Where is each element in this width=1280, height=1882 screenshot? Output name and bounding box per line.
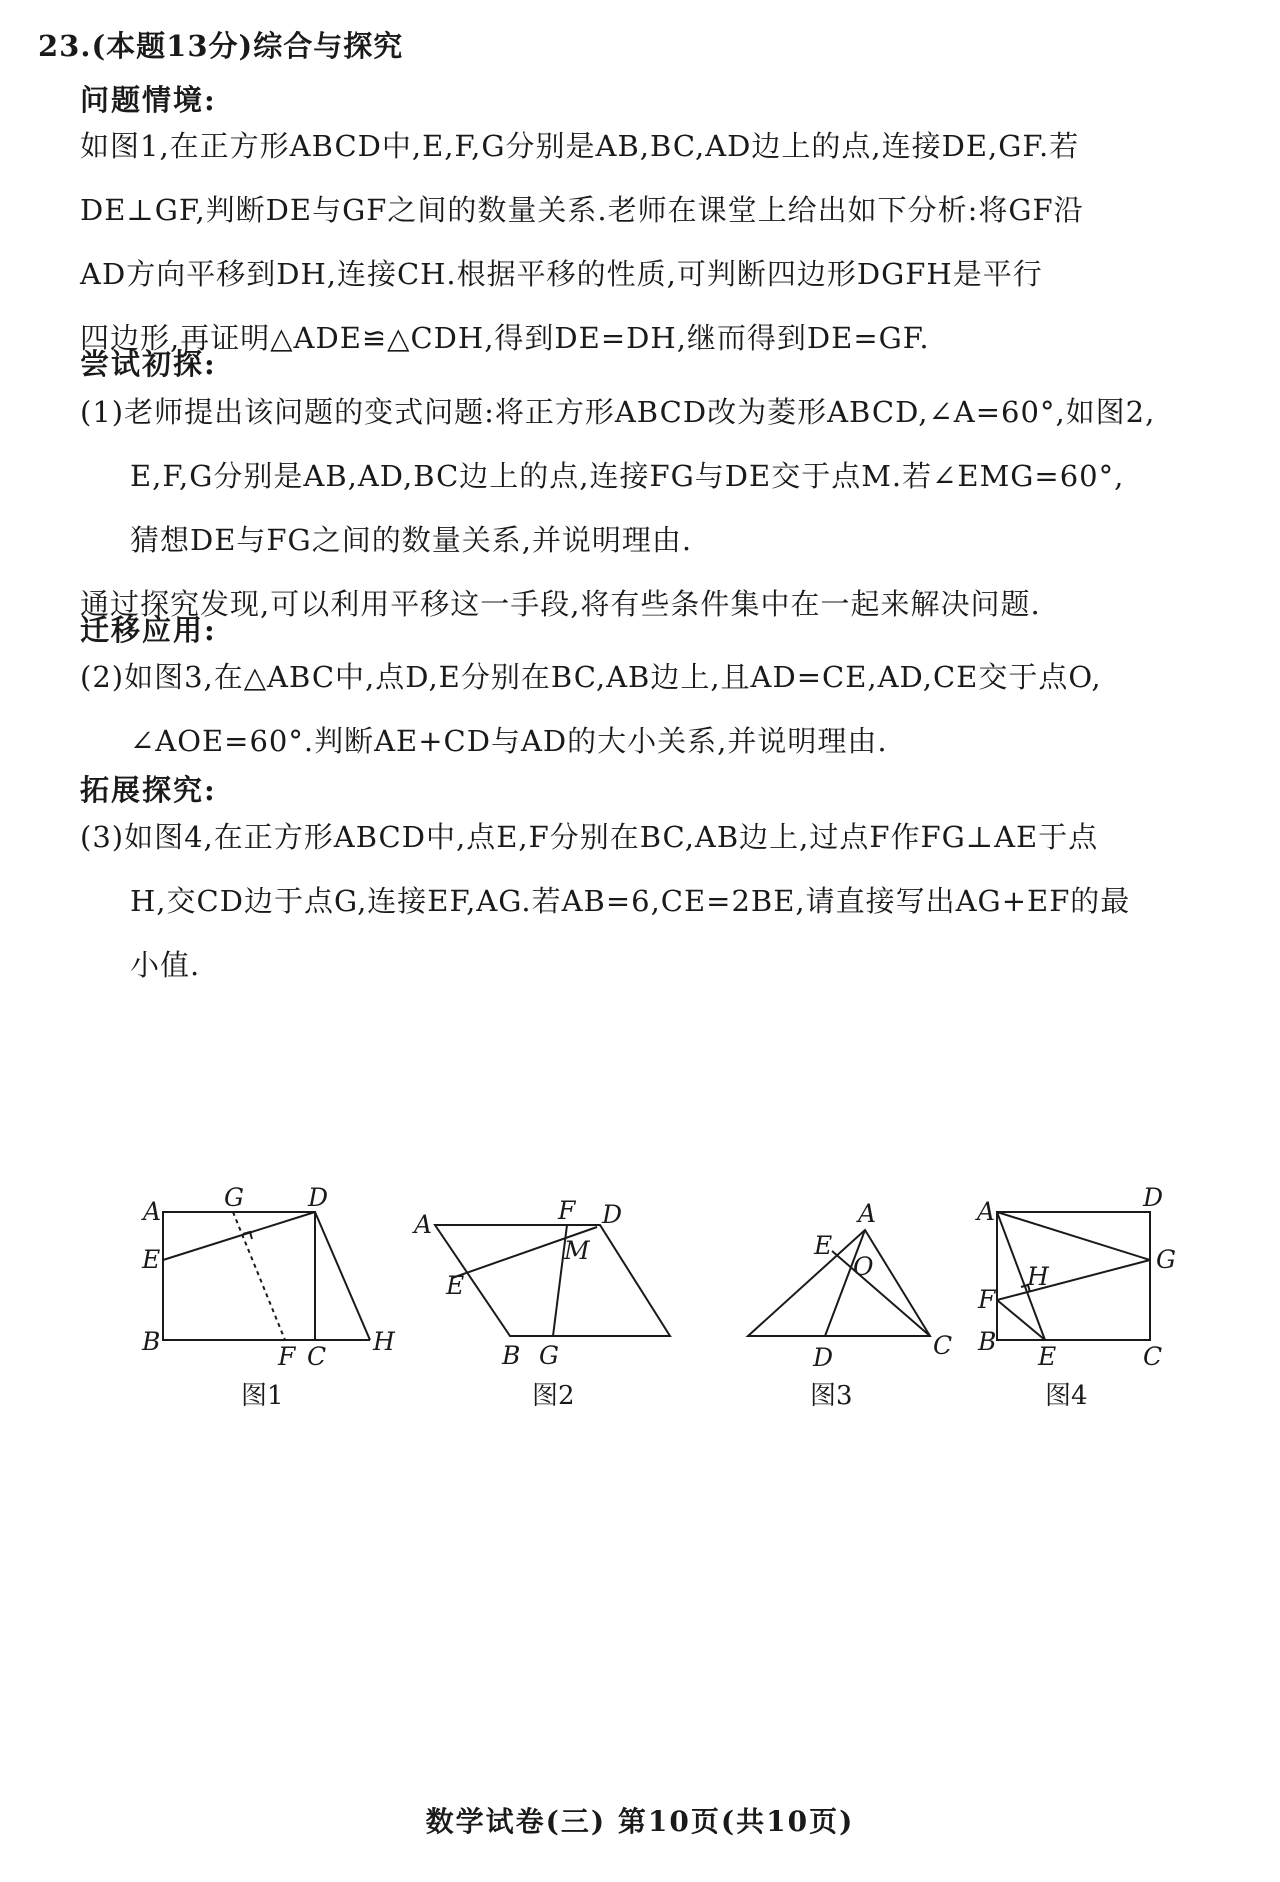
fig2-label-f: F	[558, 1196, 576, 1225]
fig2-label-g: G	[539, 1341, 559, 1370]
trial-line: 猜想DE与FG之间的数量关系,并说明理由.	[130, 523, 693, 557]
trial-line: (1)老师提出该问题的变式问题:将正方形ABCD改为菱形ABCD,∠A=60°,如图2,	[80, 395, 1156, 429]
figure-4	[997, 1212, 1150, 1340]
fig1-square	[163, 1212, 315, 1340]
fig4-label-a: A	[977, 1197, 996, 1226]
fig1-segment-gf-dashed	[233, 1212, 285, 1340]
trial-line: E,F,G分别是AB,AD,BC边上的点,连接FG与DE交于点M.若∠EMG=60°,	[130, 459, 1125, 493]
fig4-segment-ag	[997, 1212, 1150, 1260]
fig1-right-angle-mark	[243, 1232, 252, 1239]
fig4-label-d: D	[1143, 1183, 1164, 1212]
section-heading-transfer: 迁移应用:	[80, 613, 217, 647]
figures-row	[0, 1150, 1280, 1450]
fig3-segment-ce	[832, 1251, 930, 1336]
section-heading-context: 问题情境:	[80, 83, 217, 117]
extension-line: H,交CD边于点G,连接EF,AG.若AB=6,CE=2BE,请直接写出AG+EF的最	[130, 884, 1131, 918]
context-line: AD方向平移到DH,连接CH.根据平移的性质,可判断四边形DGFH是平行	[80, 257, 1043, 291]
figures-svg	[0, 1150, 1280, 1450]
transfer-line: ∠AOE=60°.判断AE+CD与AD的大小关系,并说明理由.	[130, 724, 888, 758]
fig1-label-c: C	[307, 1342, 327, 1371]
fig2-label-a: A	[414, 1210, 433, 1239]
context-line: DE⊥GF,判断DE与GF之间的数量关系.老师在课堂上给出如下分析:将GF沿	[80, 193, 1084, 227]
fig1-caption: 图1	[241, 1381, 284, 1411]
fig3-triangle	[748, 1230, 930, 1336]
fig3-caption: 图3	[810, 1381, 853, 1411]
fig1-label-g: G	[224, 1183, 244, 1212]
section-heading-trial: 尝试初探:	[80, 347, 217, 381]
fig1-segment-dh	[315, 1212, 370, 1340]
figure-1	[163, 1212, 370, 1340]
trial-summary: 通过探究发现,可以利用平移这一手段,将有些条件集中在一起来解决问题.	[80, 587, 1041, 621]
fig1-label-b: B	[142, 1327, 161, 1356]
fig4-label-f: F	[978, 1285, 996, 1314]
fig4-label-c: C	[1143, 1342, 1163, 1371]
figure-3	[748, 1230, 930, 1336]
fig1-label-d: D	[308, 1183, 329, 1212]
fig4-caption: 图4	[1045, 1381, 1088, 1411]
section-heading-extension: 拓展探究:	[80, 773, 217, 807]
trial-paragraph	[80, 380, 1155, 636]
fig3-label-e: E	[814, 1231, 833, 1260]
fig3-label-a: A	[858, 1199, 877, 1228]
figure-2	[435, 1225, 670, 1336]
fig3-label-o: O	[853, 1252, 874, 1281]
transfer-line: (2)如图3,在△ABC中,点D,E分别在BC,AB边上,且AD=CE,AD,CE交于点O,	[80, 660, 1102, 694]
fig2-label-b: B	[502, 1341, 521, 1370]
context-line: 四边形,再证明△ADE≌△CDH,得到DE=DH,继而得到DE=GF.	[80, 321, 930, 355]
fig2-label-d: D	[602, 1200, 623, 1229]
fig3-label-c: C	[933, 1331, 953, 1360]
fig2-label-m: M	[564, 1236, 590, 1265]
fig1-label-h: H	[373, 1327, 395, 1356]
fig2-caption: 图2	[532, 1381, 575, 1411]
question-title: 23.(本题13分)综合与探究	[38, 29, 404, 63]
fig3-label-d: D	[813, 1343, 834, 1372]
context-paragraph	[80, 114, 1084, 370]
fig4-label-h: H	[1027, 1262, 1049, 1291]
extension-line: 小值.	[130, 948, 201, 982]
fig1-label-a: A	[143, 1197, 162, 1226]
fig1-label-e: E	[142, 1245, 161, 1274]
extension-paragraph	[80, 805, 1130, 997]
fig4-label-e: E	[1038, 1342, 1057, 1371]
fig1-segment-de	[163, 1212, 315, 1260]
context-line: 如图1,在正方形ABCD中,E,F,G分别是AB,BC,AD边上的点,连接DE,GF.若	[80, 129, 1080, 163]
fig1-label-f: F	[278, 1342, 296, 1371]
transfer-paragraph	[80, 645, 1102, 773]
fig4-segment-fg	[997, 1260, 1150, 1300]
fig2-label-e: E	[446, 1271, 465, 1300]
extension-line: (3)如图4,在正方形ABCD中,点E,F分别在BC,AB边上,过点F作FG⊥AE于点	[80, 820, 1099, 854]
fig4-label-g: G	[1156, 1245, 1176, 1274]
fig4-label-b: B	[978, 1327, 997, 1356]
page-footer: 数学试卷(三) 第10页(共10页)	[425, 1805, 855, 1838]
